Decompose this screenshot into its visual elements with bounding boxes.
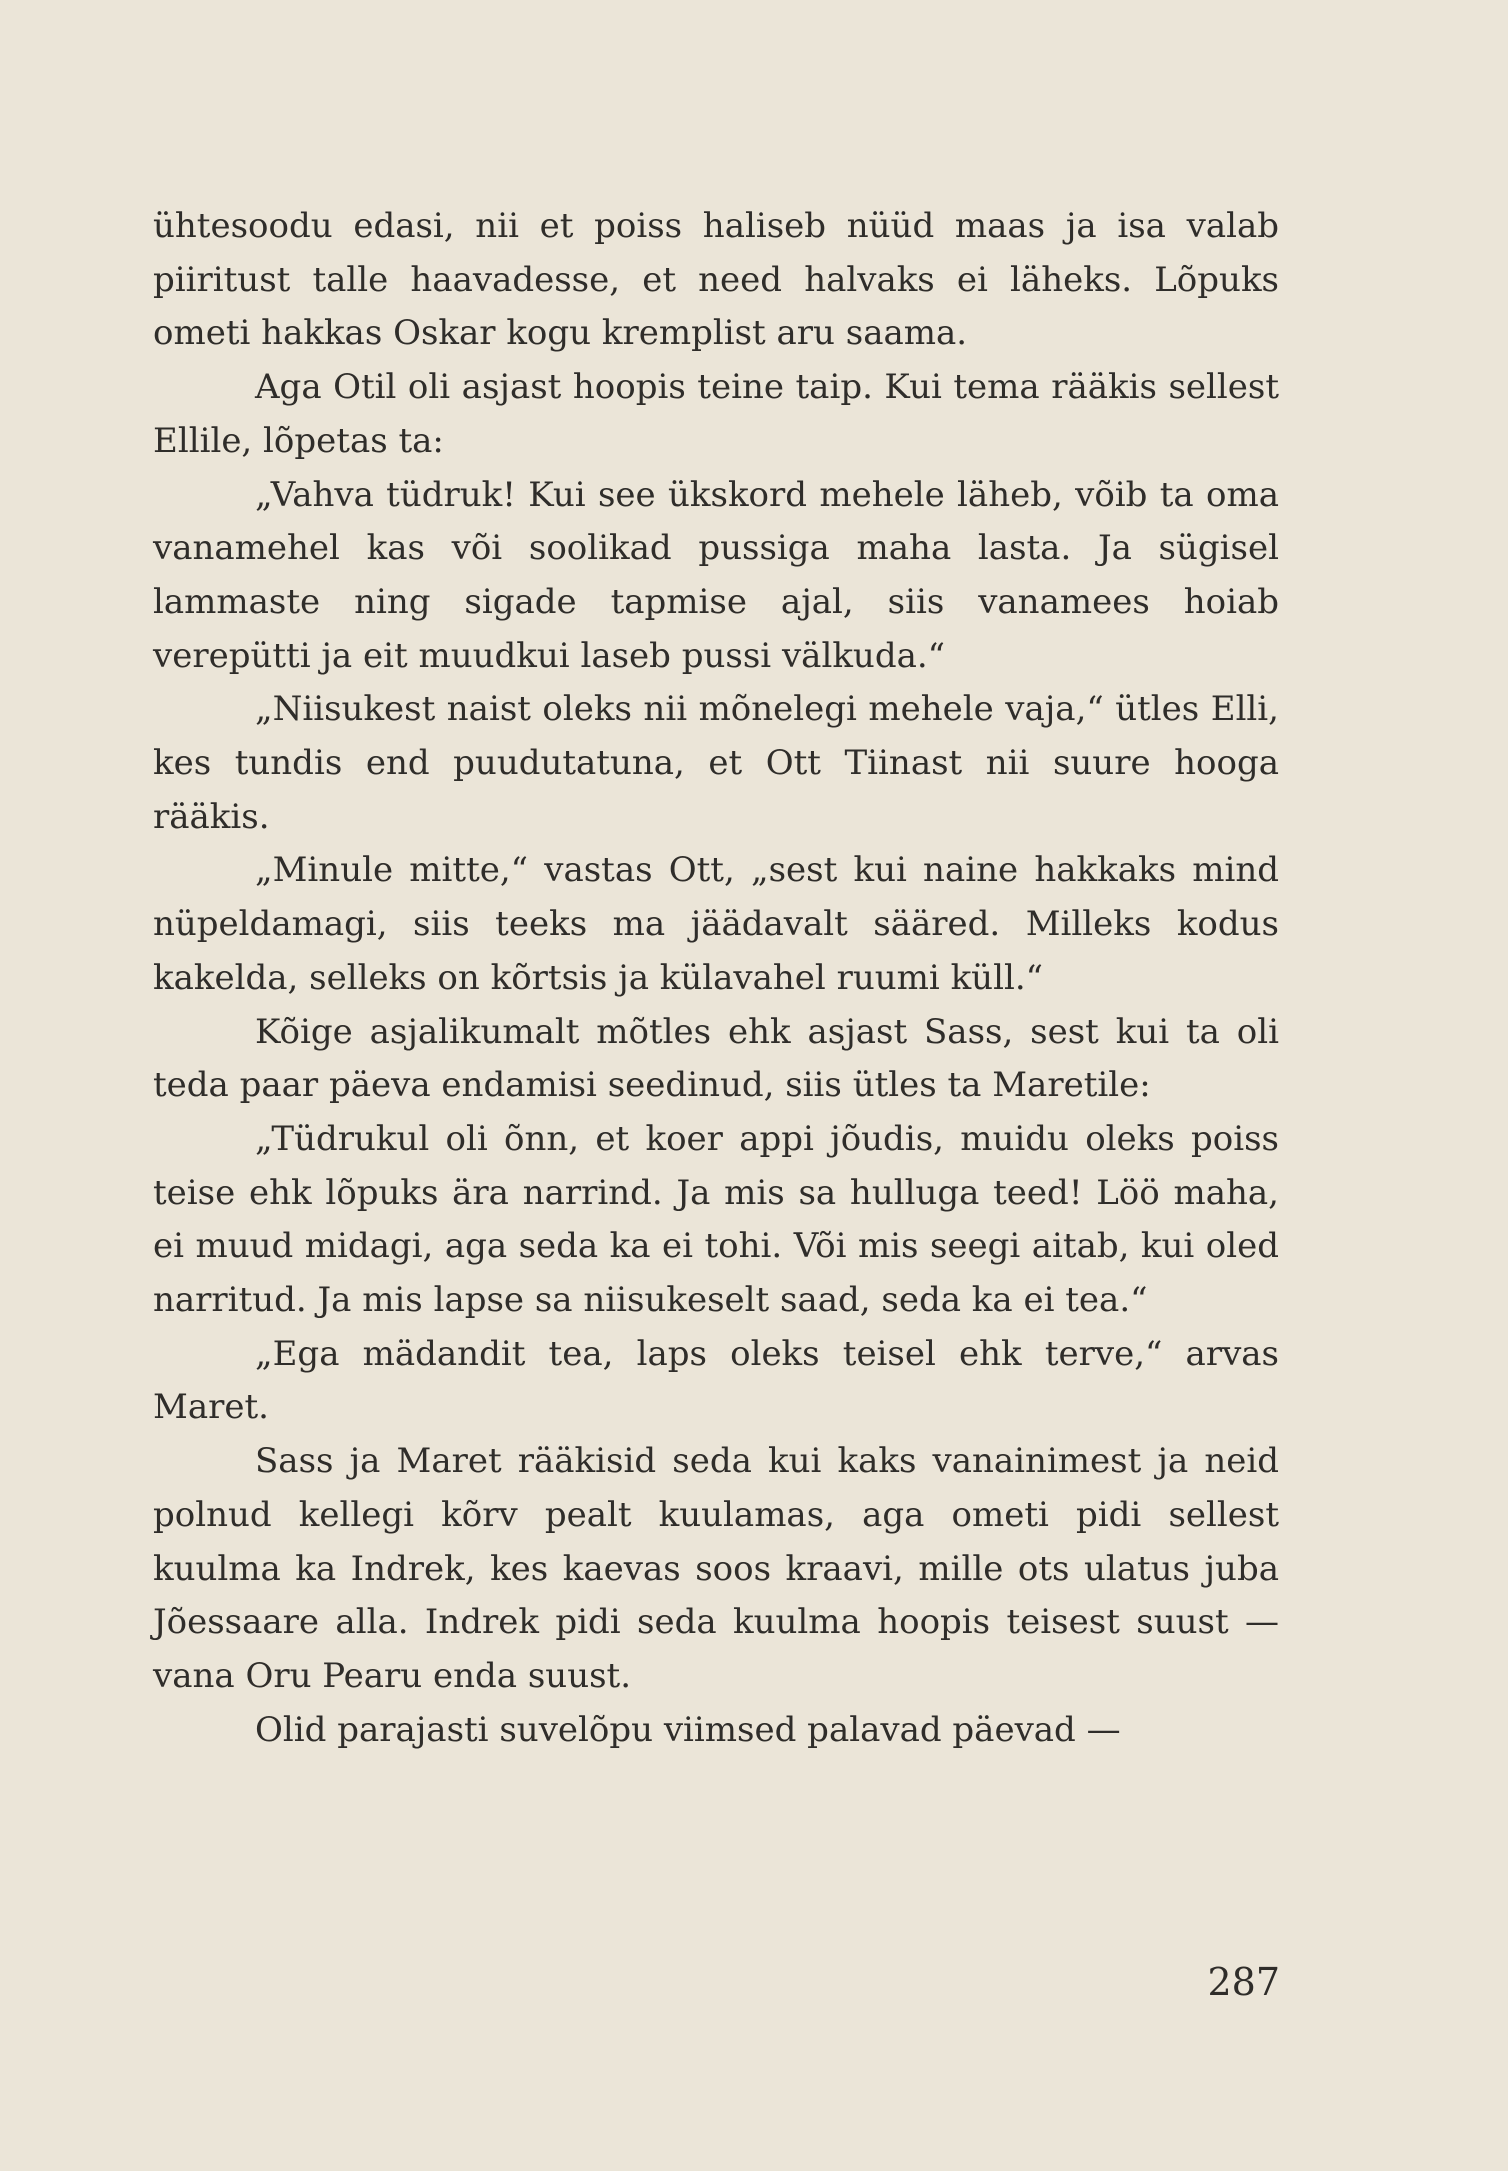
page-number: 287 — [1207, 1960, 1280, 2004]
paragraph: Olid parajasti suvelõpu viimsed palavad päevad — — [255, 1709, 1121, 1750]
paragraph: Sass ja Maret rääkisid seda kui kaks vanainimest ja neid polnud kellegi kõrv pealt kuulamas, aga ometi pidi sellest kuulma ka Indrek, kes kaevas soos kraavi, mille ots ulatus juba Jõessaare alla. Indrek pidi seda kuulma hoopis teisest suust — vana Oru Pearu enda suust. — [153, 1441, 1279, 1696]
paragraph: Kõige asjalikumalt mõtles ehk asjast Sass, sest kui ta oli teda paar päeva endamisi seedinud, siis ütles ta Maretile: — [153, 1011, 1279, 1106]
paragraph: „Vahva tüdruk! Kui see ükskord mehele läheb, võib ta oma vanamehel kas või soolikad pussiga maha lasta. Ja sügisel lammaste ning sigade tapmise ajal, siis vanamees hoiab verepütti ja eit muudkui laseb pussi välkuda.“ — [153, 474, 1279, 676]
paragraph: „Ega mädandit tea, laps oleks teisel ehk terve,“ arvas Maret. — [153, 1333, 1279, 1428]
paragraph: „Minule mitte,“ vastas Ott, „sest kui naine hakkaks mind nüpeldamagi, siis teeks ma jäädavalt sääred. Milleks kodus kakelda, selleks on kõrtsis ja külavahel ruumi küll.“ — [153, 850, 1279, 998]
body-text — [153, 200, 1279, 1757]
paragraph: Aga Otil oli asjast hoopis teine taip. Kui tema rääkis sellest Ellile, lõpetas ta: — [153, 367, 1279, 461]
paragraph: „Tüdrukul oli õnn, et koer appi jõudis, muidu oleks poiss teise ehk lõpuks ära narrind. Ja mis sa hulluga teed! Löö maha, ei muud midagi, aga seda ka ei tohi. Või mis seegi aitab, kui oled narritud. Ja mis lapse sa niisukeselt saad, seda ka ei tea.“ — [153, 1118, 1279, 1321]
paragraph: ühtesoodu edasi, nii et poiss haliseb nüüd maas ja isa valab piiritust talle haavadesse, et need halvaks ei läheks. Lõpuks ometi hakkas Oskar kogu kremplist aru saama. — [153, 206, 1279, 354]
paragraph: „Niisukest naist oleks nii mõnelegi mehele vaja,“ ütles Elli, kes tundis end puudutatuna, et Ott Tiinast nii suure hooga rääkis. — [153, 689, 1279, 837]
